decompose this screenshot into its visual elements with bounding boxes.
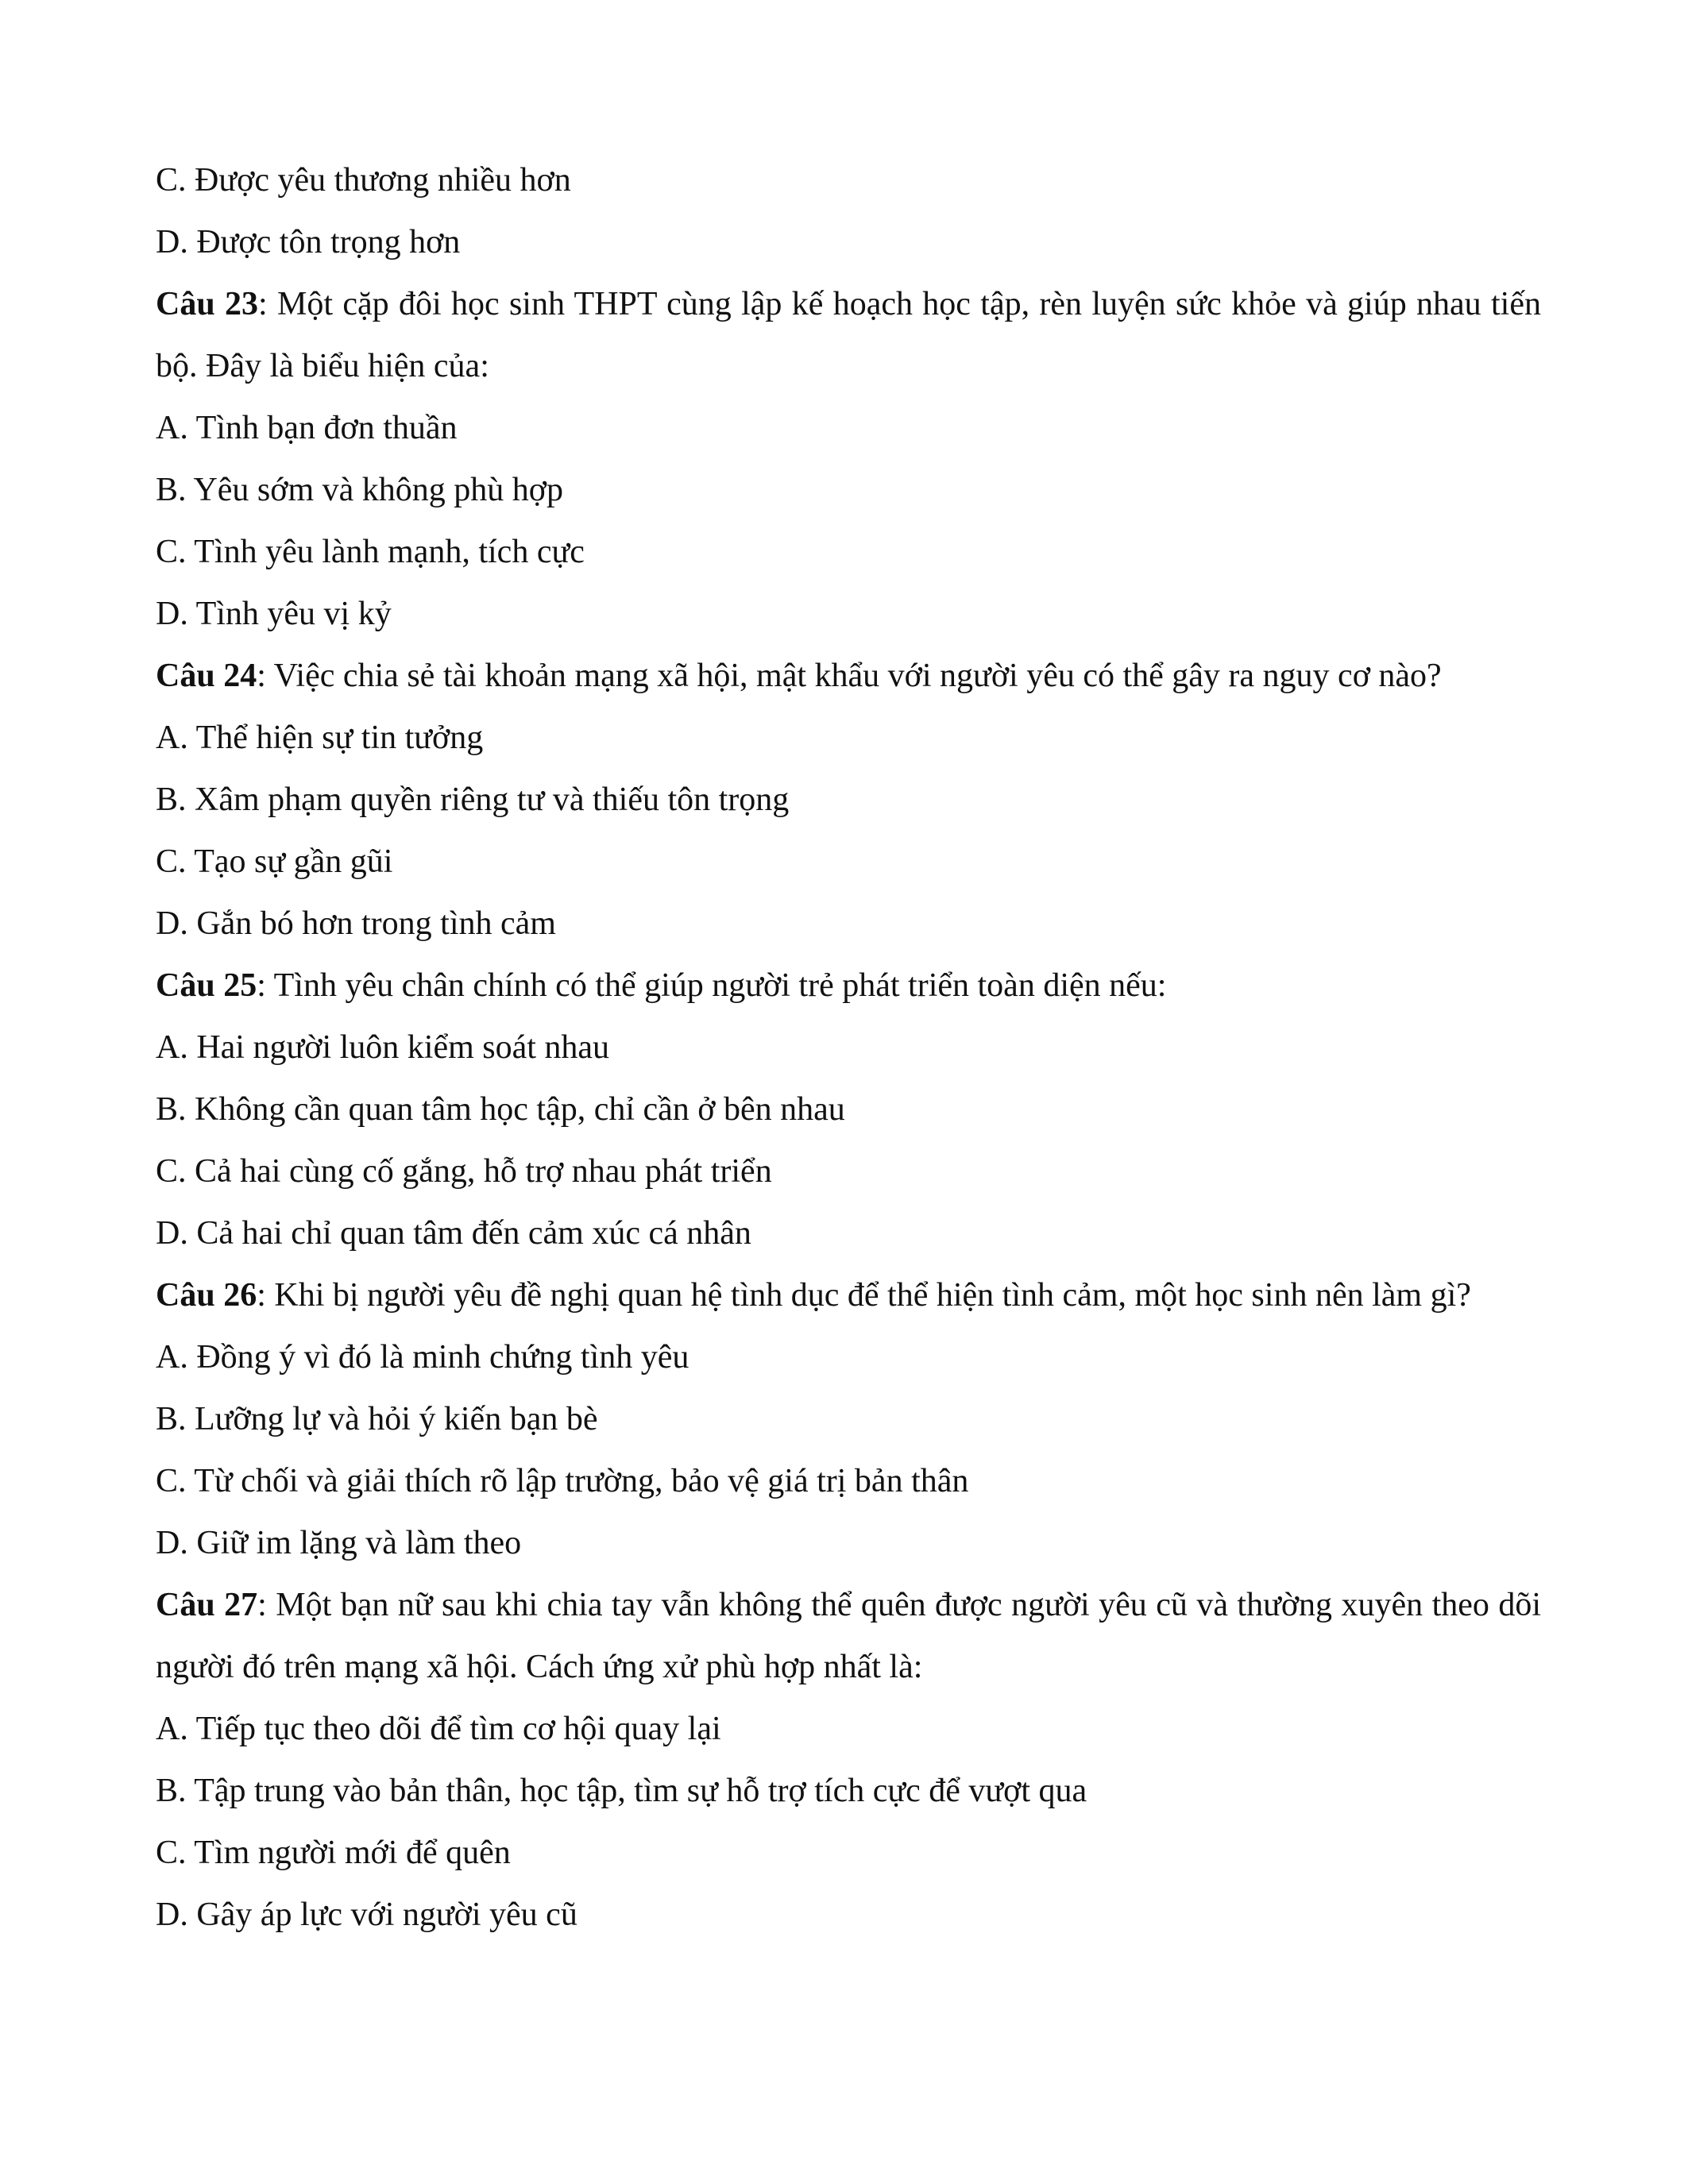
question-27-option-c: C. Tìm người mới để quên bbox=[156, 1835, 511, 1871]
question-25-option-b: B. Không cần quan tâm học tập, chỉ cần ở bên nhau bbox=[156, 1091, 845, 1128]
question-27-option-b: B. Tập trung vào bản thân, học tập, tìm sự hỗ trợ tích cực để vượt qua bbox=[156, 1773, 1087, 1809]
question-25-text: : Tình yêu chân chính có thể giúp người trẻ phát triển toàn diện nếu: bbox=[257, 967, 1167, 1004]
question-23-option-c: C. Tình yêu lành mạnh, tích cực bbox=[156, 534, 585, 570]
question-25-option-d: D. Cả hai chỉ quan tâm đến cảm xúc cá nhân bbox=[156, 1215, 751, 1252]
question-26-option-d: D. Giữ im lặng và làm theo bbox=[156, 1525, 522, 1561]
question-26-option-a: A. Đồng ý vì đó là minh chứng tình yêu bbox=[156, 1339, 689, 1376]
option-line: C. Được yêu thương nhiều hơn bbox=[156, 162, 571, 199]
question-25-stem bbox=[156, 955, 1541, 1017]
question-26-text: : Khi bị người yêu đề nghị quan hệ tình dục để thể hiện tình cảm, một học sinh nên làm gì? bbox=[257, 1277, 1471, 1314]
question-23-text: : Một cặp đôi học sinh THPT cùng lập kế hoạch học tập, rèn luyện sức khỏe và giúp nhau tiến bộ. Đây là biểu hiện của: bbox=[156, 286, 1541, 384]
question-24-text: : Việc chia sẻ tài khoản mạng xã hội, mật khẩu với người yêu có thể gây ra nguy cơ nào? bbox=[257, 658, 1442, 694]
question-23-option-a: A. Tình bạn đơn thuần bbox=[156, 410, 458, 446]
question-26-option-c: C. Từ chối và giải thích rõ lập trường, bảo vệ giá trị bản thân bbox=[156, 1463, 969, 1499]
question-27-text: : Một bạn nữ sau khi chia tay vẫn không thể quên được người yêu cũ và thường xuyên theo dõi người đó trên mạng xã hội. Cách ứng xử phù hợp nhất là: bbox=[156, 1587, 1541, 1685]
question-24-option-b: B. Xâm phạm quyền riêng tư và thiếu tôn trọng bbox=[156, 781, 790, 818]
question-24-option-d: D. Gắn bó hơn trong tình cảm bbox=[156, 905, 556, 942]
question-26-stem bbox=[156, 1264, 1541, 1326]
question-24-option-a: A. Thể hiện sự tin tưởng bbox=[156, 720, 484, 756]
question-27-label: Câu 27 bbox=[156, 1587, 258, 1623]
question-27-option-d: D. Gây áp lực với người yêu cũ bbox=[156, 1897, 577, 1933]
question-26-label: Câu 26 bbox=[156, 1277, 257, 1314]
question-27-stem bbox=[156, 1574, 1541, 1698]
page-content bbox=[156, 149, 1541, 1946]
question-23-option-d: D. Tình yêu vị kỷ bbox=[156, 596, 392, 632]
question-25-label: Câu 25 bbox=[156, 967, 257, 1004]
question-23-label: Câu 23 bbox=[156, 286, 259, 322]
question-24-label: Câu 24 bbox=[156, 658, 257, 694]
question-23-stem bbox=[156, 273, 1541, 397]
question-25-option-a: A. Hai người luôn kiểm soát nhau bbox=[156, 1029, 610, 1066]
question-27-option-a: A. Tiếp tục theo dõi để tìm cơ hội quay lại bbox=[156, 1711, 721, 1747]
question-24-option-c: C. Tạo sự gần gũi bbox=[156, 843, 393, 880]
question-24-stem bbox=[156, 645, 1541, 707]
option-line: D. Được tôn trọng hơn bbox=[156, 224, 461, 260]
question-23-option-b: B. Yêu sớm và không phù hợp bbox=[156, 472, 564, 508]
question-26-option-b: B. Lưỡng lự và hỏi ý kiến bạn bè bbox=[156, 1401, 598, 1437]
question-25-option-c: C. Cả hai cùng cố gắng, hỗ trợ nhau phát triển bbox=[156, 1153, 772, 1190]
